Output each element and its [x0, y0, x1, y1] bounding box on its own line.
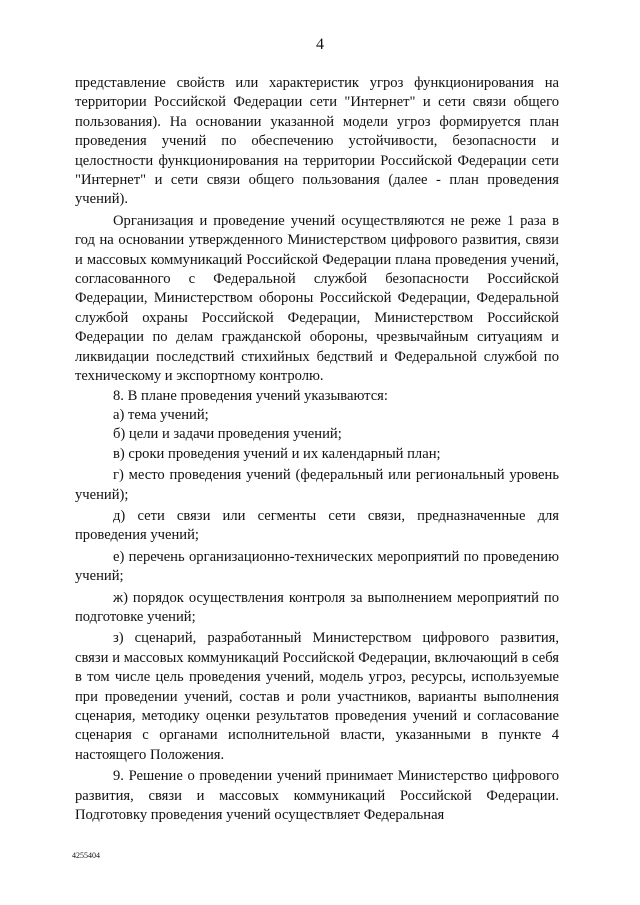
document-body [75, 74, 559, 825]
clause-8-heading: 8. В плане проведения учений указываются: [113, 387, 388, 404]
document-code: 4255404 [72, 851, 100, 860]
clause-9-paragraph: 9. Решение о проведении учений принимает Министерство цифрового развития, связи и массовых коммуникаций Российской Федерации. Подготовку проведения учений осуществляет Федеральная [75, 768, 559, 824]
list-item-g: г) место проведения учений (федеральный или региональный уровень учений); [75, 467, 559, 503]
list-item-zh: ж) порядок осуществления контроля за выполнением мероприятий по подготовке учений; [75, 589, 559, 625]
list-item-a: а) тема учений; [113, 406, 209, 423]
list-item-e: е) перечень организационно-технических мероприятий по проведению учений; [75, 548, 559, 585]
page-number: 4 [316, 36, 324, 53]
list-item-v: в) сроки проведения учений и их календарный план; [113, 445, 441, 462]
list-item-b: б) цели и задачи проведения учений; [113, 426, 342, 443]
list-item-d: д) сети связи или сегменты сети связи, предназначенные для проведения учений; [75, 507, 559, 544]
paragraph-continuation: представление свойств или характеристик угроз функционирования на территории Российской Федерации сети "Интернет" и сети связи общего пользования). На основании указанной модели угроз формируется план проведения учений по обеспечению устойчивости, безопасности и целостности функционирования на территории Российской Федерации сети "Интернет" и сети связи общего пользования (далее - план проведения учений). [75, 75, 559, 208]
list-item-z: з) сценарий, разработанный Министерством цифрового развития, связи и массовых коммуникаций Российской Федерации, включающий в себя в том числе цель проведения учений, модель угроз, ресурсы, используемые при проведении учений, состав и роли участников, варианты выполнения сценария, методику оценки результатов проведения учений и согласование сценария с органами исполнительной власти, указанными в пункте 4 настоящего Положения. [75, 630, 559, 763]
paragraph-organization: Организация и проведение учений осуществляются не реже 1 раза в год на основании утвержденного Министерством цифрового развития, связи и массовых коммуникаций Российской Федерации плана проведения учений, согласованного с Федеральной службой безопасности Российской Федерации, Министерством обороны Российской Федерации, Федеральной службой охраны Российской Федерации, Министерством Российской Федерации по делам гражданской обороны, чрезвычайным ситуациям и ликвидации последствий стихийных бедствий и Федеральной службой по техническому и экспортному контролю. [75, 212, 559, 385]
